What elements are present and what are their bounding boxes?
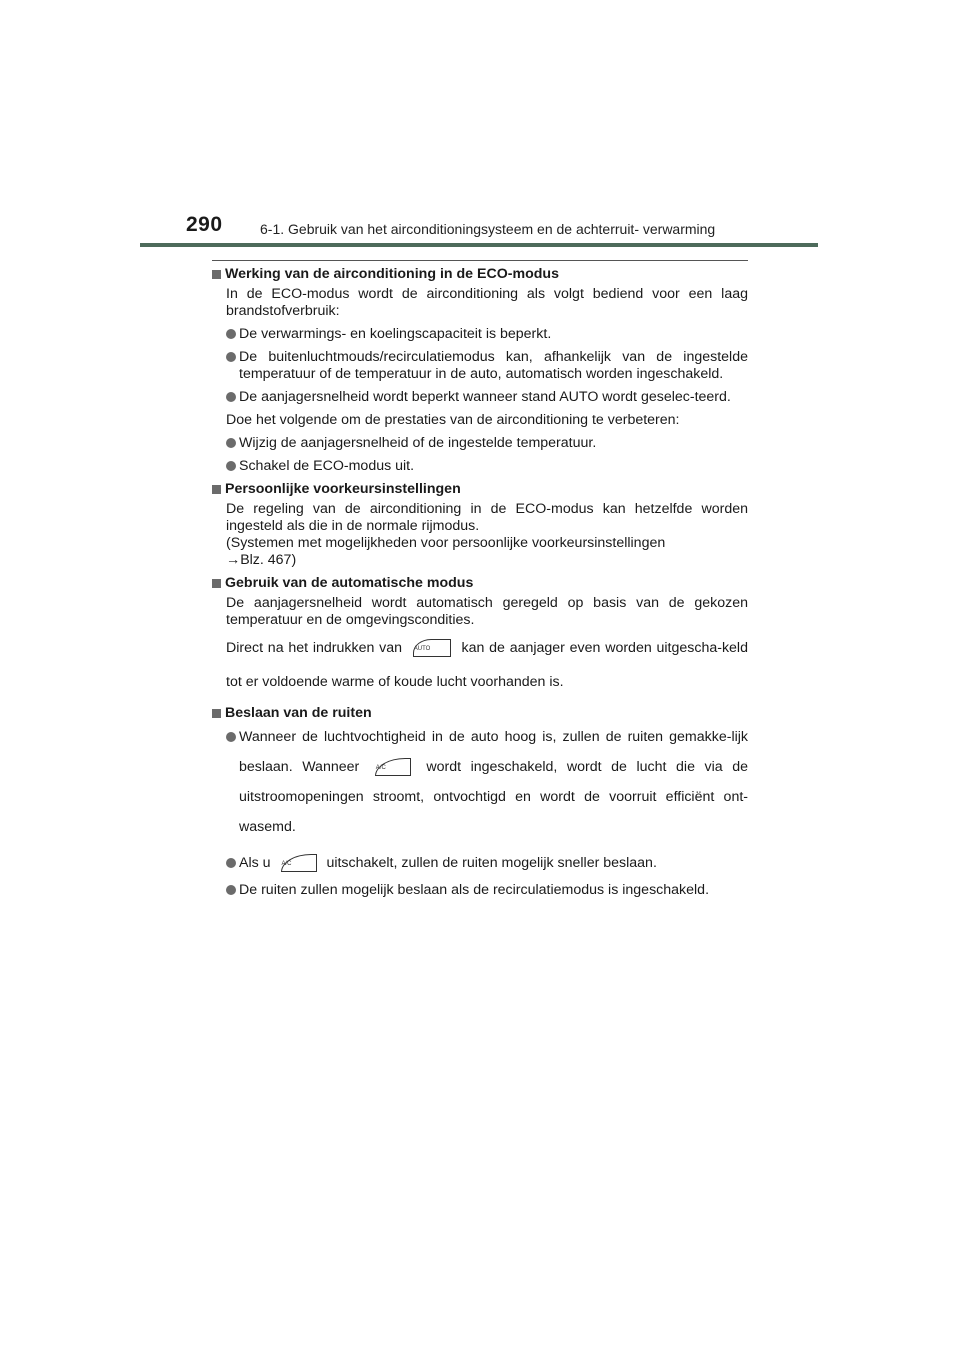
circle-bullet-icon (226, 461, 236, 471)
list-item: De aanjagersnelheid wordt beperkt wanneer stand AUTO wordt geselec-teerd. (226, 389, 748, 406)
list-item: De verwarmings- en koelingscapaciteit is beperkt. (226, 326, 748, 343)
square-bullet-icon (212, 709, 221, 718)
list-item: Als u A/C uitschakelt, zullen de ruiten mogelijk sneller beslaan. (226, 846, 748, 880)
header-rule (140, 243, 818, 247)
page-content (212, 266, 748, 899)
section-heading-eco: Werking van de airconditioning in de ECO-modus (212, 266, 748, 283)
chapter-title: 6-1. Gebruik van het airconditioningsysteem en de achterruit- verwarming (260, 221, 716, 237)
circle-bullet-icon (226, 392, 236, 402)
eco-improve: Doe het volgende om de prestaties van de airconditioning te verbeteren: (226, 412, 680, 428)
square-bullet-icon (212, 579, 221, 588)
list-item: Wanneer de luchtvochtigheid in de auto hoog is, zullen de ruiten gemakke-lijk beslaan. Wanneer A/C wordt ingeschakeld, wordt de lucht die via de uitstroomopeningen stroomt, ontvochtigd en wordt de voorruit efficiënt ont-wasemd. (226, 722, 748, 842)
auto-para-1: De aanjagersnelheid wordt automatisch geregeld op basis van de gekozen temperatuur en de omgevingscondities. (226, 595, 748, 628)
circle-bullet-icon (226, 732, 236, 742)
list-item: Wijzig de aanjagersnelheid of de ingestelde temperatuur. (226, 435, 748, 452)
circle-bullet-icon (226, 885, 236, 895)
list-item: De ruiten zullen mogelijk beslaan als de recirculatiemodus is ingeschakeld. (226, 882, 748, 899)
eco-intro: In de ECO-modus wordt de airconditioning als volgt bediend voor een laag brandstofverbruik: (226, 286, 748, 319)
section-heading-auto: Gebruik van de automatische modus (212, 575, 748, 592)
square-bullet-icon (212, 270, 221, 279)
circle-bullet-icon (226, 438, 236, 448)
list-item: Schakel de ECO-modus uit. (226, 458, 748, 475)
auto-para-2: Direct na het indrukken van AUTO kan de aanjager even worden uitgescha-keld tot er voldoende warme of koude lucht voorhanden is. (226, 640, 748, 690)
circle-bullet-icon (226, 329, 236, 339)
circle-bullet-icon (226, 858, 236, 868)
list-item: De buitenluchtmouds/recirculatiemodus kan, afhankelijk van de ingestelde temperatuur of de temperatuur in de auto, automatisch worden ingeschakeld. (226, 349, 748, 383)
square-bullet-icon (212, 485, 221, 494)
section-heading-personal: Persoonlijke voorkeursinstellingen (212, 481, 748, 498)
circle-bullet-icon (226, 352, 236, 362)
page-number: 290 (186, 213, 223, 236)
ac-button-icon: A/C (375, 758, 411, 776)
auto-button-icon: AUTO (413, 639, 451, 657)
ac-button-icon: A/C (281, 854, 317, 872)
personal-text: De regeling van de airconditioning in de ECO-modus kan hetzelfde worden ingesteld als die in de normale rijmodus. (Systemen met mogelijkheden voor persoonlijke voorkeursinstellingen →Blz. 467) (226, 501, 748, 568)
section-divider (212, 260, 748, 261)
section-heading-fog: Beslaan van de ruiten (212, 705, 748, 722)
